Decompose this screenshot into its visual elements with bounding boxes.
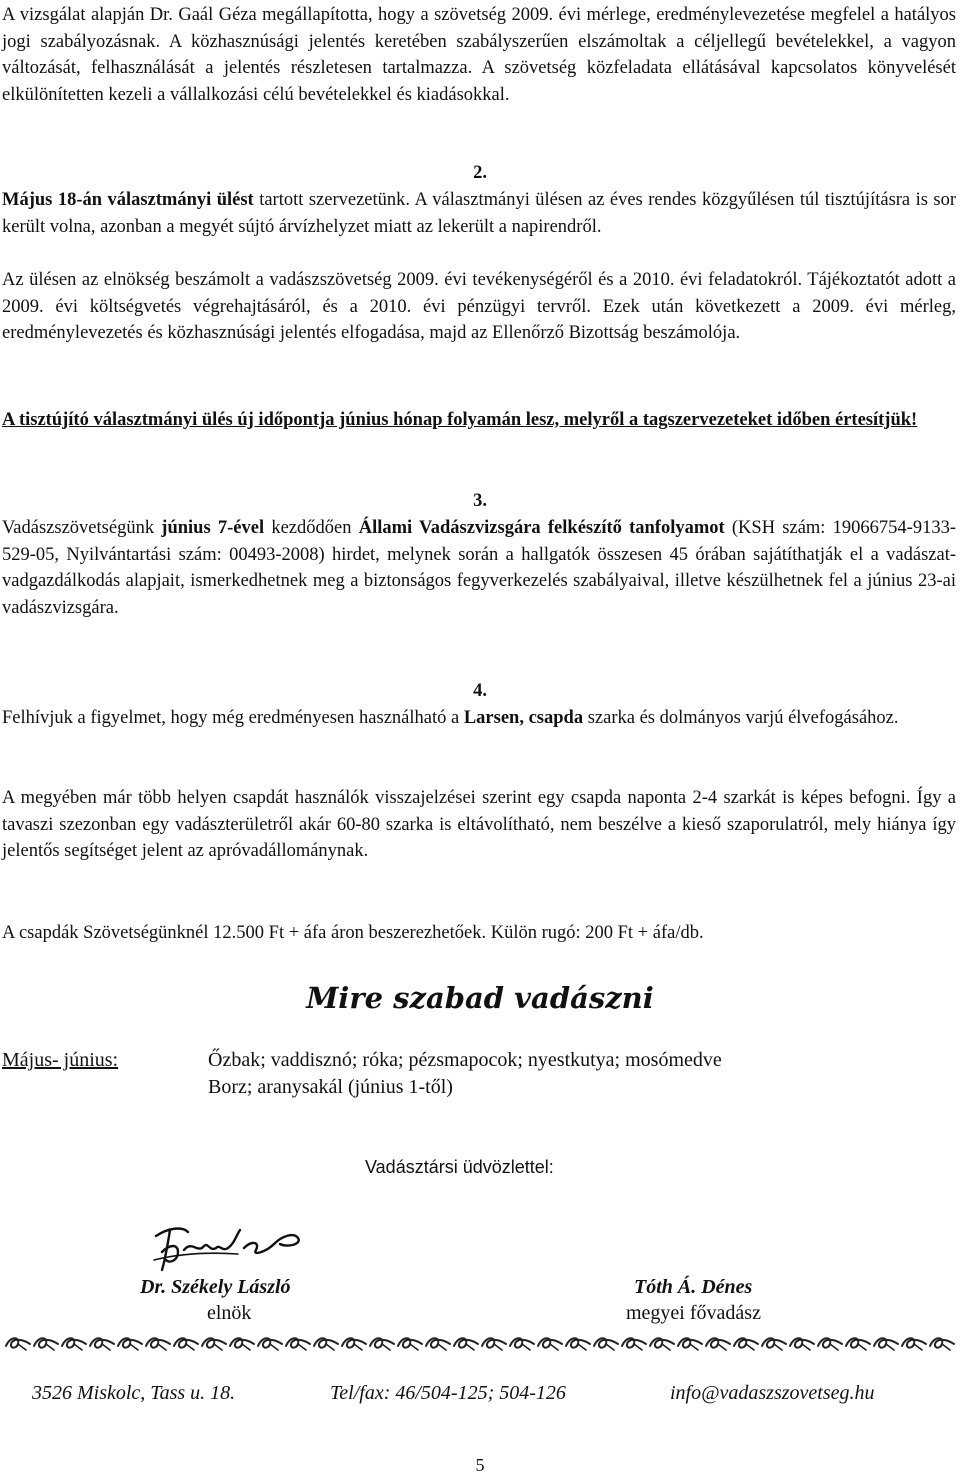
course-text-3: (KSH szám: 19066754-9133-529-05, Nyilvántartási szám: 00493-2008) hirdet, melynek során a hallgatók összesen 45 órában sajátíthatják el a vadászat-vadgazdálkodás alapjait, ismerkedhetnek meg a biztonságos fegyverkezelés szabályaival, illetve készülhetnek fel a június 23-ai vadászvizsgára. xyxy=(2,518,956,618)
handwritten-signature xyxy=(148,1214,308,1278)
season-title: Mire szabad vadászni xyxy=(306,981,654,1015)
course-text-2: kezdődően xyxy=(264,518,359,538)
signer-2-role: megyei fővadász xyxy=(626,1302,761,1324)
signer-1-name: Dr. Székely László xyxy=(140,1276,291,1298)
section-2-paragraph-2: Az ülésen az elnökség beszámolt a vadászszövetség 2009. évi tevékenységéről és a 2010. évi feladatokról. Tájékoztatót adott a 2009. évi költségvetés végrehajtásáról, és a 2010. évi pénzügyi tervről. Ezek után következett a 2009. évi mérleg, eredménylevezetés és közhasznúsági jelentés elfogadása, majd az Ellenőrző Bizottság beszámolója. xyxy=(2,270,956,343)
meeting-text: tartott szervezetünk. A választmányi ülésen az éves rendes közgyűlésen túl tisztújításra is sor került volna, azonban a megyét sújtó árvízhelyzet miatt az lekerült a napirendről. xyxy=(2,190,956,237)
course-text-1: Vadászszövetségünk xyxy=(2,518,162,538)
section-4-number: 4. xyxy=(473,681,487,701)
meeting-date-bold: Május 18-án választmányi ülést xyxy=(2,190,254,210)
trap-text-2: szarka és dolmányos varjú élvefogásához. xyxy=(583,708,899,728)
trap-text-1: Felhívjuk a figyelmet, hogy még eredményesen használható a xyxy=(2,708,464,728)
intro-paragraph: A vizsgálat alapján Dr. Gaál Géza megállapította, hogy a szövetség 2009. évi mérlege, eredménylevezetése megfelel a hatályos jogi szabályozásnak. A közhasznúsági jelentés keretében szabályszerűen elszámoltak a céljellegű bevételekkel, a vagyon változását, felhasználását a jelentés részletesen tartalmazza. A szövetség közfeladata ellátásával kapcsolatos könyvelését elkülönítetten kezeli a vállalkozási célú bevételekkel és kiadásokkal. xyxy=(2,5,956,105)
section-4-paragraph-2: A megyében már több helyen csapdát használók visszajelzései szerint egy csapda naponta 2-4 szarkát is képes befogni. Így a tavaszi szezonban egy vadászterületről akár 60-80 szarka is eltávolítható, nem beszélve a kieső szaporulatról, mely hiánya így jelentős segítséget jelent az apróvadállománynak. xyxy=(2,788,956,861)
section-4-paragraph-3: A csapdák Szövetségünknél 12.500 Ft + áfa áron beszerezhetőek. Külön rugó: 200 Ft + áfa/db. xyxy=(2,923,704,943)
season-species-line-2: Borz; aranysakál (június 1-től) xyxy=(208,1076,453,1098)
election-notice: A tisztújító választmányi ülés új időpontja június hónap folyamán lesz, melyről a tagszervezeteket időben értesítjük! xyxy=(2,410,918,430)
section-2-paragraph-1 xyxy=(2,187,956,240)
trap-name-bold: Larsen, csapda xyxy=(463,708,584,728)
season-period: Május- június: xyxy=(2,1049,119,1071)
section-3-paragraph xyxy=(2,515,956,621)
section-2-number: 2. xyxy=(473,163,487,183)
course-date-bold: június 7-ével xyxy=(161,518,265,538)
course-name-bold: Állami Vadászvizsgára felkészítő tanfolyamot xyxy=(358,518,725,538)
footer-email[interactable]: info@vadaszszovetseg.hu xyxy=(670,1382,875,1404)
footer-phone: Tel/fax: 46/504-125; 504-126 xyxy=(330,1382,566,1404)
footer-address: 3526 Miskolc, Tass u. 18. xyxy=(32,1382,236,1404)
greeting: Vadásztársi üdvözlettel: xyxy=(365,1157,554,1177)
ornament-divider xyxy=(4,1330,956,1354)
section-3-number: 3. xyxy=(473,491,487,511)
page-number: 5 xyxy=(475,1455,485,1475)
season-species-line-1: Őzbak; vaddisznó; róka; pézsmapocok; nyestkutya; mosómedve xyxy=(208,1049,722,1071)
signer-1-role: elnök xyxy=(207,1302,252,1324)
signer-2-name: Tóth Á. Dénes xyxy=(634,1276,753,1298)
section-4-paragraph-1 xyxy=(2,705,956,732)
